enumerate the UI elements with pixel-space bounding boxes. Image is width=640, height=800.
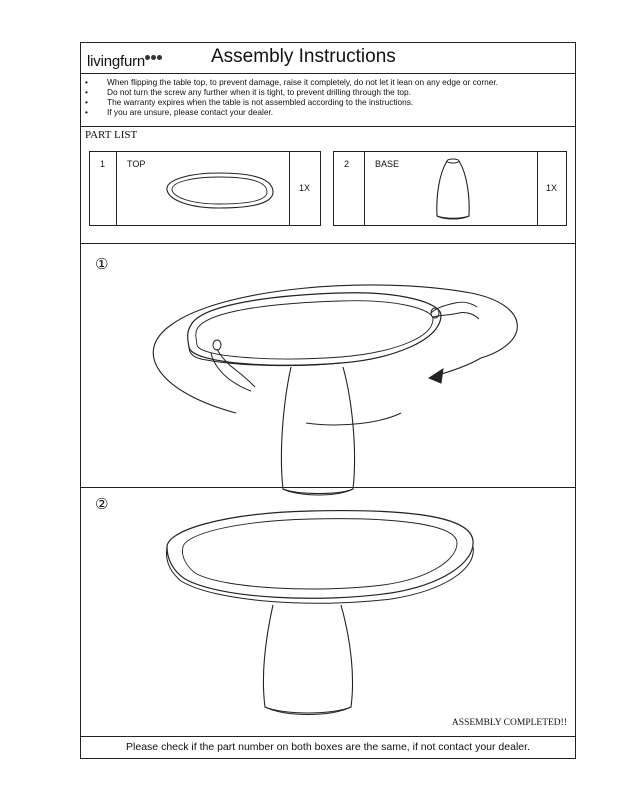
footer-notice: Please check if the part number on both boxes are the same, if not contact your dealer. — [81, 736, 575, 758]
page-title: Assembly Instructions — [211, 46, 396, 67]
part-name: BASE — [375, 159, 400, 169]
part-quantity-cell — [537, 151, 567, 226]
note-text: The warranty expires when the table is not assembled according to the instructions. — [107, 97, 414, 107]
part-number-cell — [333, 151, 365, 226]
bullet-icon: • — [85, 87, 88, 97]
part-number-cell — [89, 151, 117, 226]
part-quantity: 1X — [299, 183, 311, 193]
header — [81, 43, 575, 74]
note-item — [85, 97, 413, 107]
brand-logo — [87, 47, 171, 71]
part-list-label: PART LIST — [85, 129, 138, 141]
part-list-table — [89, 151, 567, 226]
table-base-icon — [433, 156, 473, 222]
bullet-icon: • — [85, 107, 88, 117]
part-name-cell — [364, 151, 538, 226]
step-number: ② — [95, 495, 109, 513]
part-quantity: 1X — [546, 183, 558, 193]
table-top-icon — [159, 168, 279, 212]
part-name-cell — [116, 151, 290, 226]
logo-dots-icon — [145, 47, 163, 53]
note-text: If you are unsure, please contact your dealer. — [107, 107, 274, 117]
assembled-table-illustration — [161, 501, 501, 717]
note-item — [85, 77, 498, 87]
note-item — [85, 107, 273, 117]
part-name: TOP — [127, 159, 146, 169]
part-quantity-cell — [289, 151, 321, 226]
note-item — [85, 87, 411, 97]
note-text: Do not turn the screw any further when it is tight, to prevent drilling through the top. — [107, 87, 411, 97]
section-divider — [81, 243, 575, 244]
step-number: ① — [95, 255, 109, 273]
instruction-sheet — [80, 42, 576, 759]
bullet-icon: • — [85, 77, 88, 87]
flip-table-top-illustration — [141, 263, 541, 503]
section-divider — [81, 487, 575, 488]
note-text: When flipping the table top, to prevent damage, raise it completely, do not let it lean on any edge or corner. — [107, 77, 498, 87]
part-number: 1 — [100, 159, 106, 169]
notes-list — [81, 74, 575, 127]
assembly-completed-label: ASSEMBLY COMPLETED!! — [451, 718, 567, 728]
brand-name: livingfurn — [87, 53, 146, 70]
bullet-icon: • — [85, 97, 88, 107]
part-number: 2 — [344, 159, 350, 169]
